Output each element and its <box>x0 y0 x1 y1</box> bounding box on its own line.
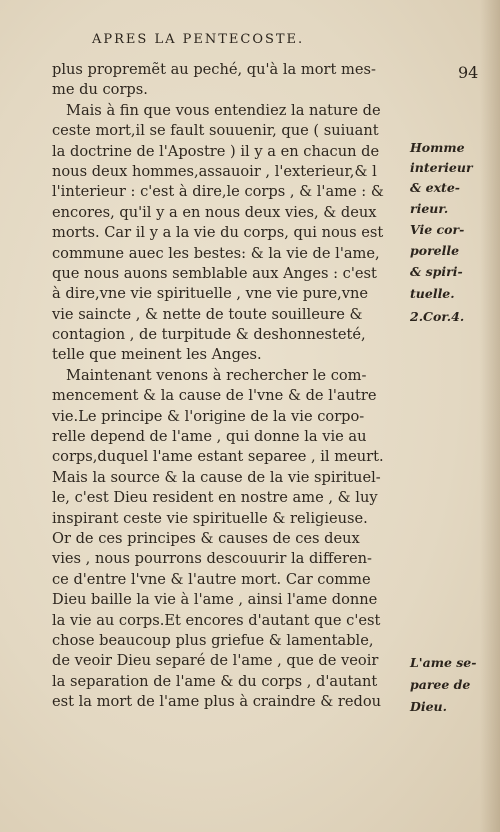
margin-note: rieur. <box>410 201 449 216</box>
margin-note: paree de <box>410 677 471 692</box>
text-line: inspirant ceste vie spirituelle & religieuse. <box>52 509 368 527</box>
page-number: 94 <box>458 63 479 82</box>
margin-note: interieur <box>410 160 473 175</box>
text-line: est la mort de l'ame plus à craindre & redou <box>52 693 382 711</box>
text-line: ce d'entre l'vne & l'autre mort. Car comme <box>52 570 371 588</box>
text-line: commune auec les bestes: & la vie de l'ame, <box>52 244 380 262</box>
text-line: que nous auons semblable aux Anges : c'est <box>52 264 377 282</box>
margin-note: Dieu. <box>410 699 447 714</box>
text-line: morts. Car il y a la vie du corps, qui nous est <box>52 224 384 242</box>
margin-note: L'ame se- <box>410 655 477 670</box>
text-line: vie saincte , & nette de toute souilleure & <box>52 305 363 323</box>
main-text-block <box>52 60 408 713</box>
text-line: vies , nous pourrons descouurir la differen- <box>52 550 372 568</box>
text-line: la separation de l'ame & du corps , d'autant <box>52 672 378 690</box>
text-line: Mais la source & la cause de la vie spirituel- <box>52 468 381 486</box>
margin-note: Homme <box>410 140 465 155</box>
text-line: la vie au corps.Et encores d'autant que c'est <box>52 611 381 629</box>
text-line: encores, qu'il y a en nous deux vies, & deux <box>52 203 377 221</box>
text-line: ceste mort,il se fault souuenir, que ( suiuant <box>52 122 379 140</box>
margin-note: Vie cor- <box>410 222 465 237</box>
page-edge-shadow <box>480 0 500 832</box>
text-line: me du corps. <box>52 81 148 99</box>
margin-note: porelle <box>410 243 460 258</box>
text-line: plus propremẽt au peché, qu'à la mort mes- <box>52 61 376 78</box>
text-line: vie.Le principe & l'origine de la vie corpo- <box>52 407 365 425</box>
text-line: relle depend de l'ame , qui donne la vie au <box>52 428 367 446</box>
text-line: de veoir Dieu separé de l'ame , que de veoir <box>52 652 379 670</box>
text-line: Dieu baille la vie à l'ame , ainsi l'ame donne <box>52 591 378 609</box>
text-line: chose beaucoup plus griefue & lamentable, <box>52 631 374 649</box>
margin-note: & spiri- <box>410 264 463 279</box>
text-line: mencement & la cause de l'vne & de l'autre <box>52 387 377 405</box>
text-line: corps,duquel l'ame estant separee , il meurt. <box>52 448 384 466</box>
text-line: à dire,vne vie spirituelle , vne vie pure,vne <box>52 285 369 303</box>
margin-note: & exte- <box>410 180 460 195</box>
text-line: Mais à fin que vous entendiez la nature de <box>66 101 381 119</box>
text-line: nous deux hommes,assauoir , l'exterieur,& l <box>52 162 377 180</box>
text-line: le, c'est Dieu resident en nostre ame , & luy <box>52 489 378 507</box>
text-line: contagion , de turpitude & deshonnesteté, <box>52 326 366 344</box>
text-line: la doctrine de l'Apostre ) il y a en chacun de <box>52 142 380 160</box>
text-line: l'interieur : c'est à dire,le corps , & l'ame : & <box>52 183 384 201</box>
margin-note: 2.Cor.4. <box>410 309 465 324</box>
margin-note: tuelle. <box>410 286 455 301</box>
text-line: Or de ces principes & causes de ces deux <box>52 529 360 547</box>
text-line: telle que meinent les Anges. <box>52 346 262 364</box>
text-line: Maintenant venons à rechercher le com- <box>66 366 367 384</box>
running-title: APRES LA PENTECOSTE. <box>92 32 305 47</box>
